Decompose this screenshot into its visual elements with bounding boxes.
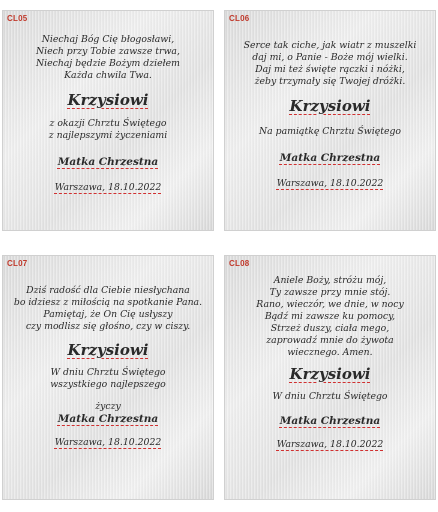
verse-line: Strzeż duszy, ciała mego, — [270, 323, 390, 334]
verse — [14, 285, 202, 333]
card-cl08[interactable] — [224, 255, 436, 500]
card-code: CL07 — [7, 259, 28, 268]
verse-line: Bądź mi zawsze ku pomocy, — [264, 311, 396, 322]
verse-line: bo idziesz z miłością na spotkanie Pana. — [13, 297, 203, 308]
verse-line: Serce tak ciche, jak wiatr z muszelki — [243, 40, 417, 51]
recipient-name: Krzysiowi — [67, 91, 149, 109]
wish-line: z najlepszymi życzeniami — [48, 130, 168, 141]
verse-line: Daj mi też święte rączki i nóżki, — [255, 64, 405, 75]
verse-line: Każda chwila Twa. — [64, 70, 152, 81]
wish-line: z okazji Chrztu Świętego — [49, 118, 167, 129]
signature: Matka Chrzestna — [57, 156, 159, 168]
card-code: CL06 — [229, 14, 250, 23]
card-code: CL08 — [229, 259, 250, 268]
recipient-name: Krzysiowi — [289, 97, 371, 115]
verse — [244, 40, 417, 88]
place-date: Warszawa, 18.10.2022 — [54, 182, 162, 193]
wish-text — [259, 126, 401, 138]
verse-line: Dziś radość dla Ciebie niesłychana — [26, 285, 190, 296]
verse-line: Niechaj będzie Bożym dziełem — [36, 58, 180, 69]
wish-text — [272, 391, 387, 403]
verse — [256, 275, 403, 359]
wish-line: wszystkiego najlepszego — [50, 379, 166, 390]
place-date: Warszawa, 18.10.2022 — [276, 439, 384, 450]
wish-line: W dniu Chrztu Świętego — [50, 367, 166, 378]
wish-text — [50, 367, 166, 413]
verse-line: Niechaj Bóg Cię błogosławi, — [41, 34, 175, 45]
wish-line: W dniu Chrztu Świętego — [272, 391, 388, 402]
verse-line: czy modlisz się głośno, czy w ciszy. — [25, 321, 191, 332]
wish-extra: życzy — [95, 401, 121, 412]
verse-line: wiecznego. Amen. — [287, 347, 373, 358]
card-cl05[interactable] — [2, 10, 214, 231]
verse-line: żeby trzymały się Twojej dróżki. — [254, 76, 406, 87]
recipient-name: Krzysiowi — [289, 365, 371, 383]
signature: Matka Chrzestna — [279, 415, 381, 427]
verse-line: daj mi, o Panie - Boże mój wielki. — [252, 52, 408, 63]
signature: Matka Chrzestna — [279, 152, 381, 164]
signature: Matka Chrzestna — [57, 413, 159, 425]
place-date: Warszawa, 18.10.2022 — [276, 178, 384, 189]
wish-text — [49, 118, 167, 142]
wish-line: Na pamiątkę Chrztu Świętego — [259, 126, 401, 137]
place-date: Warszawa, 18.10.2022 — [54, 437, 162, 448]
recipient-name: Krzysiowi — [67, 341, 149, 359]
verse-line: Aniele Boży, stróżu mój, — [273, 275, 387, 286]
card-cl07[interactable] — [2, 255, 214, 500]
card-cl06[interactable] — [224, 10, 436, 231]
verse — [36, 34, 180, 82]
verse-line: Niech przy Tobie zawsze trwa, — [36, 46, 180, 57]
verse-line: Pamiętaj, że On Cię usłyszy — [43, 309, 173, 320]
card-code: CL05 — [7, 14, 28, 23]
verse-line: zaprowadź mnie do żywota — [266, 335, 394, 346]
verse-line: Ty zawsze przy mnie stój. — [269, 287, 391, 298]
verse-line: Rano, wieczór, we dnie, w nocy — [256, 299, 404, 310]
